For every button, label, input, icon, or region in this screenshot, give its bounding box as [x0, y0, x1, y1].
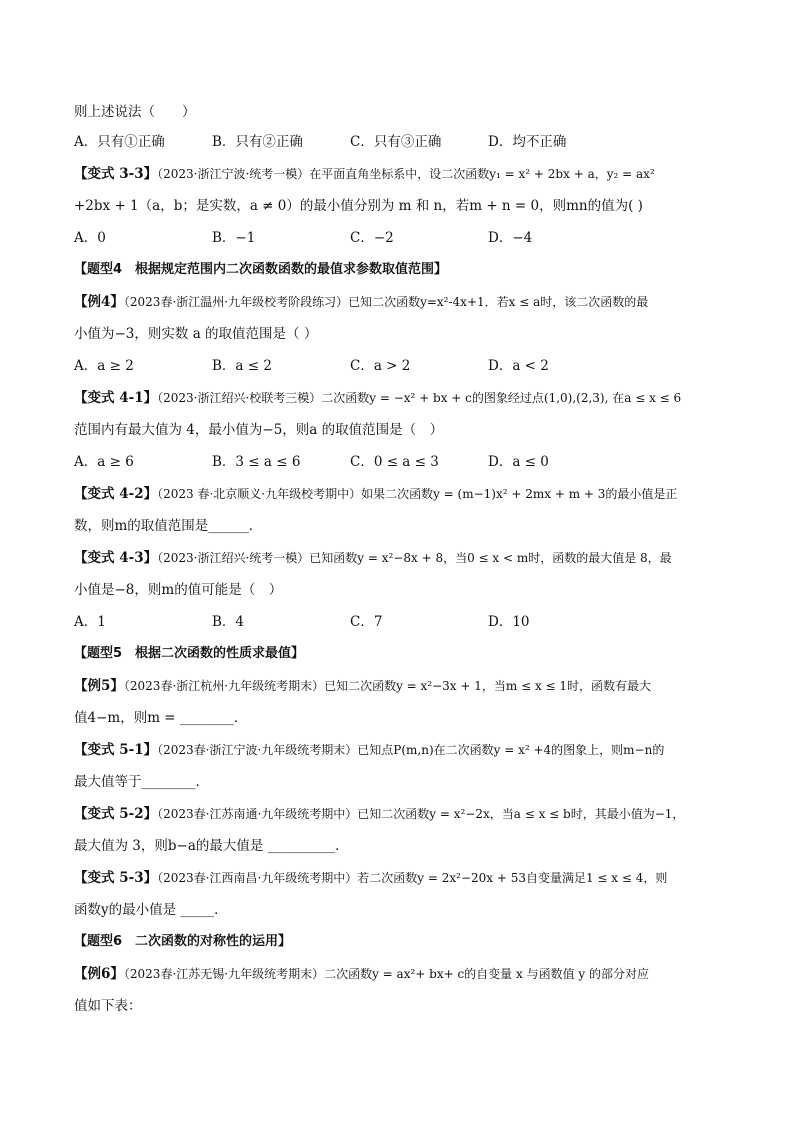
- option-d: D．均不正确: [488, 134, 567, 150]
- question-v33-line2: +2bx + 1（a，b；是实数，a ≠ 0）的最小值分别为 m 和 n，若m + n = 0，则mn的值为( ): [74, 198, 643, 214]
- option-b: B．−1: [212, 230, 256, 246]
- question-e4-line2: 小值为−3，则实数 a 的取值范围是（ ）: [74, 326, 318, 342]
- option-a: A．0: [74, 230, 106, 246]
- question-e5-line1: [74, 676, 754, 696]
- question-text: （2023春·浙江温州·九年级校考阶段练习）已知二次函数y=x²-4x+1．若x ≤ a时，该二次函数的最: [123, 295, 649, 309]
- question-text: （2023·浙江绍兴·统考一模）已知函数y = x²−8x + 8，当0 ≤ x < m时，函数的最大值是 8，最: [157, 551, 672, 565]
- question-tag: 【变式 5-3】: [74, 870, 158, 886]
- option-c: C．7: [350, 614, 383, 630]
- question-tag: 【变式 4-3】: [74, 550, 158, 566]
- intro-line: 则上述说法（ ）: [74, 104, 196, 120]
- option-a: A．a ≥ 6: [74, 454, 134, 470]
- question-text: （2023春·浙江宁波·九年级统考期末）已知点P(m,n)在二次函数y = x² +4的图象上，则m−n的: [157, 743, 665, 757]
- question-text: （2023·浙江宁波·统考一模）在平面直角坐标系中，设二次函数y₁ = x² + 2bx + a，y₂ = ax²: [157, 167, 655, 181]
- question-e5-line2: 值4−m，则m = ________．: [74, 710, 248, 726]
- question-tag: 【例5】: [74, 678, 124, 694]
- option-b: B．只有②正确: [212, 134, 303, 150]
- option-d: D．a ≤ 0: [488, 454, 549, 470]
- question-e6-line1: [74, 964, 754, 984]
- section-heading-5: 【题型5 根据二次函数的性质求最值】: [74, 646, 305, 661]
- question-e4-line1: [74, 292, 754, 312]
- question-v51-line1: [74, 740, 754, 760]
- question-tag: 【变式 5-1】: [74, 742, 158, 758]
- question-v42-line1: [74, 484, 754, 504]
- question-text: （2023春·江苏无锡·九年级统考期末）二次函数y = ax²+ bx+ c的自变量 x 与函数值 y 的部分对应: [123, 967, 649, 981]
- option-d: D．a < 2: [488, 358, 549, 374]
- option-d: D．−4: [488, 230, 533, 246]
- option-b: B．3 ≤ a ≤ 6: [212, 454, 301, 470]
- option-a: A．1: [74, 614, 106, 630]
- question-v52-line1: [74, 804, 754, 824]
- option-c: C．0 ≤ a ≤ 3: [350, 454, 439, 470]
- section-heading-6: 【题型6 二次函数的对称性的运用】: [74, 934, 292, 949]
- question-tag: 【变式 5-2】: [74, 806, 158, 822]
- question-v53-line2: 函数y的最小值是 _____．: [74, 902, 228, 918]
- option-c: C．a > 2: [350, 358, 411, 374]
- question-v33-line1: [74, 164, 754, 184]
- question-text: （2023 春·北京顺义·九年级校考期中）如果二次函数y = (m−1)x² + 2mx + m + 3的最小值是正: [157, 487, 678, 501]
- question-v42-line2: 数，则m的取值范围是______．: [74, 518, 263, 534]
- question-text: （2023·浙江绍兴·校联考三模）二次函数y = −x² + bx + c的图象经过点(1,0),(2,3), 在a ≤ x ≤ 6: [157, 391, 682, 405]
- question-e6-line2: 值如下表：: [74, 998, 142, 1014]
- option-b: B．4: [212, 614, 245, 630]
- question-tag: 【变式 4-2】: [74, 486, 158, 502]
- question-v41-line2: 范围内有最大值为 4，最小值为−5，则a 的取值范围是（ ）: [74, 422, 444, 438]
- question-tag: 【变式 4-1】: [74, 390, 158, 406]
- option-d: D．10: [488, 614, 530, 630]
- question-v51-line2: 最大值等于________．: [74, 774, 209, 790]
- option-c: C．只有③正确: [350, 134, 442, 150]
- option-a: A．只有①正确: [74, 134, 165, 150]
- option-b: B．a ≤ 2: [212, 358, 272, 374]
- question-v43-line1: [74, 548, 754, 568]
- option-a: A．a ≥ 2: [74, 358, 134, 374]
- question-text: （2023春·浙江杭州·九年级统考期末）已知二次函数y = x²−3x + 1，当m ≤ x ≤ 1时，函数有最大: [123, 679, 652, 693]
- question-text: （2023春·江苏南通·九年级统考期中）已知二次函数y = x²−2x，当a ≤ x ≤ b时，其最小值为−1，: [157, 807, 685, 821]
- question-v52-line2: 最大值为 3，则b−a的最大值是 __________．: [74, 838, 349, 854]
- question-tag: 【例6】: [74, 966, 124, 982]
- question-v41-line1: [74, 388, 754, 408]
- question-tag: 【变式 3-3】: [74, 166, 158, 182]
- question-text: （2023春·江西南昌·九年级统考期中）若二次函数y = 2x²−20x + 53自变量满足1 ≤ x ≤ 4，则: [157, 871, 668, 885]
- option-c: C．−2: [350, 230, 394, 246]
- question-tag: 【例4】: [74, 294, 124, 310]
- question-v43-line2: 小值是−8，则m的值可能是（ ）: [74, 582, 283, 598]
- section-heading-4: 【题型4 根据规定范围内二次函数函数的最值求参数取值范围】: [74, 262, 448, 277]
- question-v53-line1: [74, 868, 754, 888]
